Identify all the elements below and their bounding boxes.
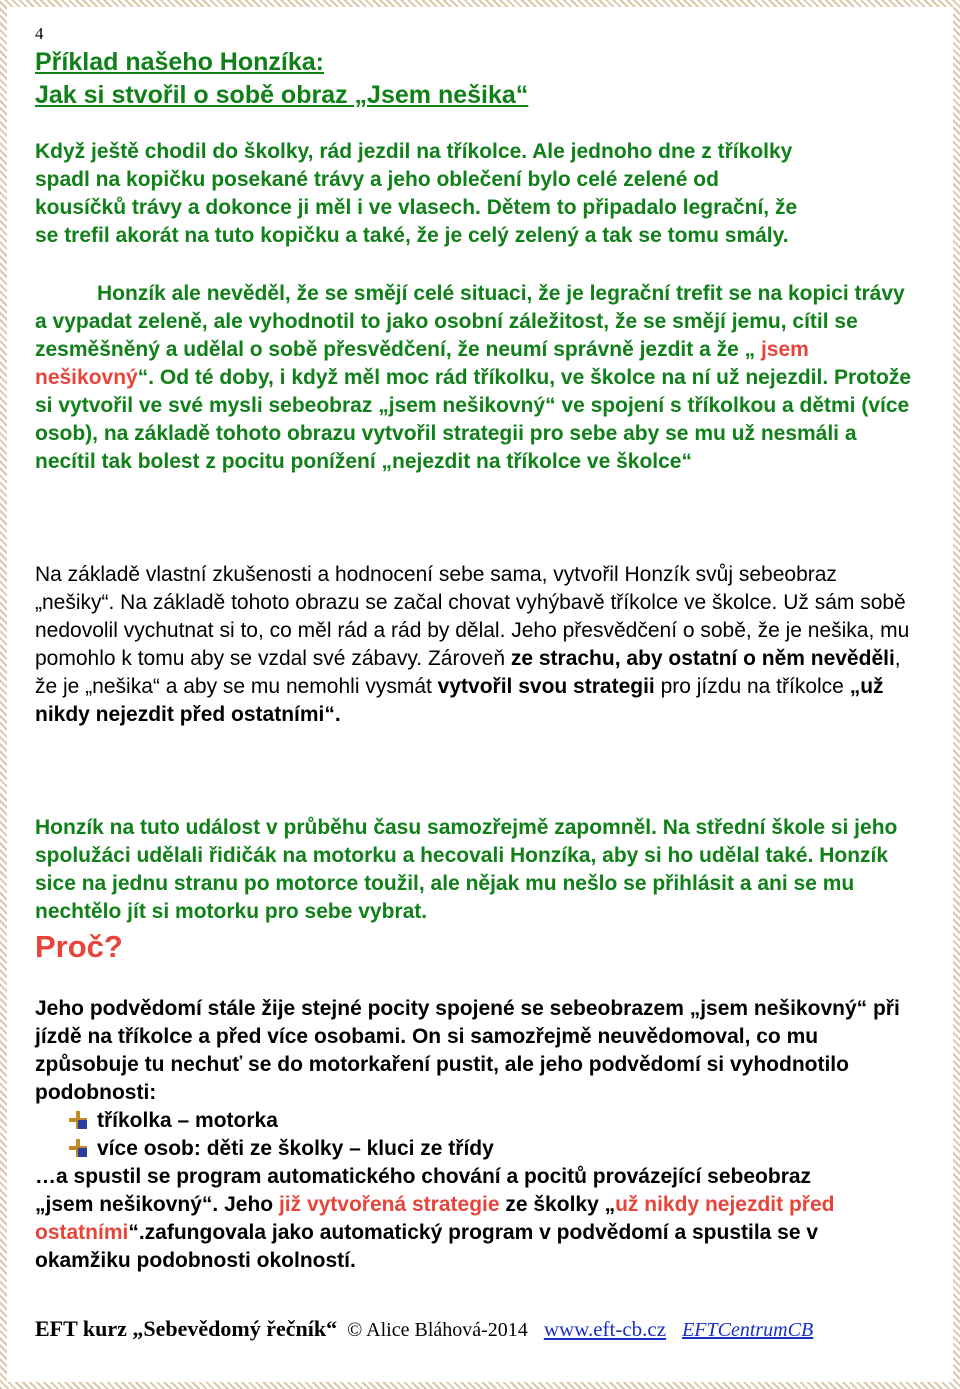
paragraph-subconscious: Jeho podvědomí stále žije stejné pocity spojené se sebeobrazem „jsem nešikovný“ při jízdě na tříkolce a před více osobami. On si samozřejmě neuvědomoval, co mu způsobuje tu nechuť se do motorkaření pustit, ale jeho podvědomí si vyhodnotilo podobnosti: — [35, 997, 900, 1104]
text-span: Na základě vlastní zkušenosti a hodnocení sebe sama, vytvořil Honzík svůj sebeobraz „nešiky“. Na základě tohoto obrazu se začal chovat vyhýbavě tříkolce ve školce. Už sám sobě nedovolil vychutnat si to, co měl rád a rád by dělal. Jeho přesvědčení o sobě, že je nešika, mu pomohlo k tomu aby se vzdal své zábavy. Zároveň — [35, 563, 910, 670]
footer-center-link[interactable]: EFTCentrumCB — [682, 1319, 814, 1341]
bullet-text: více osob: děti ze školky – kluci ze třídy — [97, 1137, 494, 1160]
title-line-1: Příklad našeho Honzíka: — [35, 48, 324, 76]
bullet-arrow-icon — [69, 1139, 87, 1157]
text-span: …a spustil se program automatického chování a pocitů provázející sebeobraz „jsem nešikovný“. Jeho — [35, 1165, 812, 1216]
bullet-arrow-icon — [69, 1111, 87, 1129]
question-heading: Proč? — [35, 929, 123, 964]
paragraph-intro — [35, 138, 925, 250]
page-number: 4 — [35, 24, 44, 43]
document-title — [35, 46, 528, 112]
paragraph-misinterpretation — [35, 280, 915, 476]
intro-line-2: spadl na kopičku posekané trávy a jeho oblečení bylo celé zelené od — [35, 168, 719, 191]
page-footer — [35, 1316, 813, 1342]
highlight-jsem-nesikovny: jsem nešikovný — [35, 338, 809, 389]
intro-line-4: se trefil akorát na tuto kopičku a také, že je celý zelený a tak se tomu smály. — [35, 224, 789, 247]
paragraph-program — [35, 1163, 865, 1275]
footer-website-link[interactable]: www.eft-cb.cz — [543, 1317, 667, 1341]
bullet-text: tříkolka – motorka — [97, 1109, 278, 1132]
highlight-strategy: již vytvořená strategie — [278, 1193, 500, 1216]
text-span: Honzík ale nevěděl, že se smějí celé situaci, že je legrační trefit se na kopici trávy a vypadat zeleně, ale vyhodnotil to jako osobní záležitost, že se smějí jemu, cítil se zesměšněný a udělal o sobě přesvědčení, že neumí správně jezdit a že „ — [35, 282, 905, 361]
bold-never-ride-phrase: „už nikdy nejezdit před ostatními“. — [35, 675, 884, 726]
text-span: ze školky „ — [499, 1193, 616, 1216]
bullet-item — [69, 1135, 494, 1163]
footer-course-name: EFT kurz „Sebevědomý řečník“ — [35, 1316, 338, 1341]
text-span: , že je „nešika“ a aby se mu nemohli vysmát — [35, 647, 901, 698]
paragraph-high-school: Honzík na tuto událost v průběhu času samozřejmě zapomněl. Na střední škole si jeho spolužáci udělali řidičák na motorku a hecovali Honzíka, aby si ho udělal také. Honzík sice na jednu stranu po motorce toužil, ale nějak mu nešlo se přihlásit a ani se mu nechtělo jít si motorku pro sebe vybrat. — [35, 816, 898, 923]
bold-strategy-phrase: vytvořil svou strategii — [437, 675, 655, 698]
bold-fear-phrase: ze strachu, aby ostatní o něm nevěděli — [510, 647, 895, 670]
text-span: “. Od té doby, i když měl moc rád tříkolku, ve školce na ní už nejezdil. Protože si vytvořil ve své mysli sebeobraz „jsem nešikovný“ ve spojení s tříkolkou a dětmi (více osob), na základě tohoto obrazu vytvořil strategii pro sebe aby se mu už nesmáli a necítil tak bolest z pocitu ponížení „nejezdit na tříkolce ve školce“ — [35, 366, 912, 473]
intro-line-3: kousíčků trávy a dokonce ji měl i ve vlasech. Dětem to připadalo legrační, že — [35, 196, 798, 219]
title-line-2: Jak si stvořil o sobě obraz „Jsem nešika“ — [35, 81, 529, 109]
bullet-item — [69, 1107, 278, 1135]
highlight-never-ride: už nikdy nejezdit před ostatními — [35, 1193, 835, 1244]
text-span: “.zafungovala jako automatický program v podvědomí a spustila se v okamžiku podobnosti okolností. — [35, 1221, 819, 1272]
text-span: pro jízdu na tříkolce — [654, 675, 850, 698]
paragraph-self-image — [35, 561, 915, 729]
intro-line-1: Když ještě chodil do školky, rád jezdil na tříkolce. Ale jednoho dne z tříkolky — [35, 140, 793, 163]
footer-copyright: © Alice Bláhová-2014 — [347, 1319, 528, 1341]
